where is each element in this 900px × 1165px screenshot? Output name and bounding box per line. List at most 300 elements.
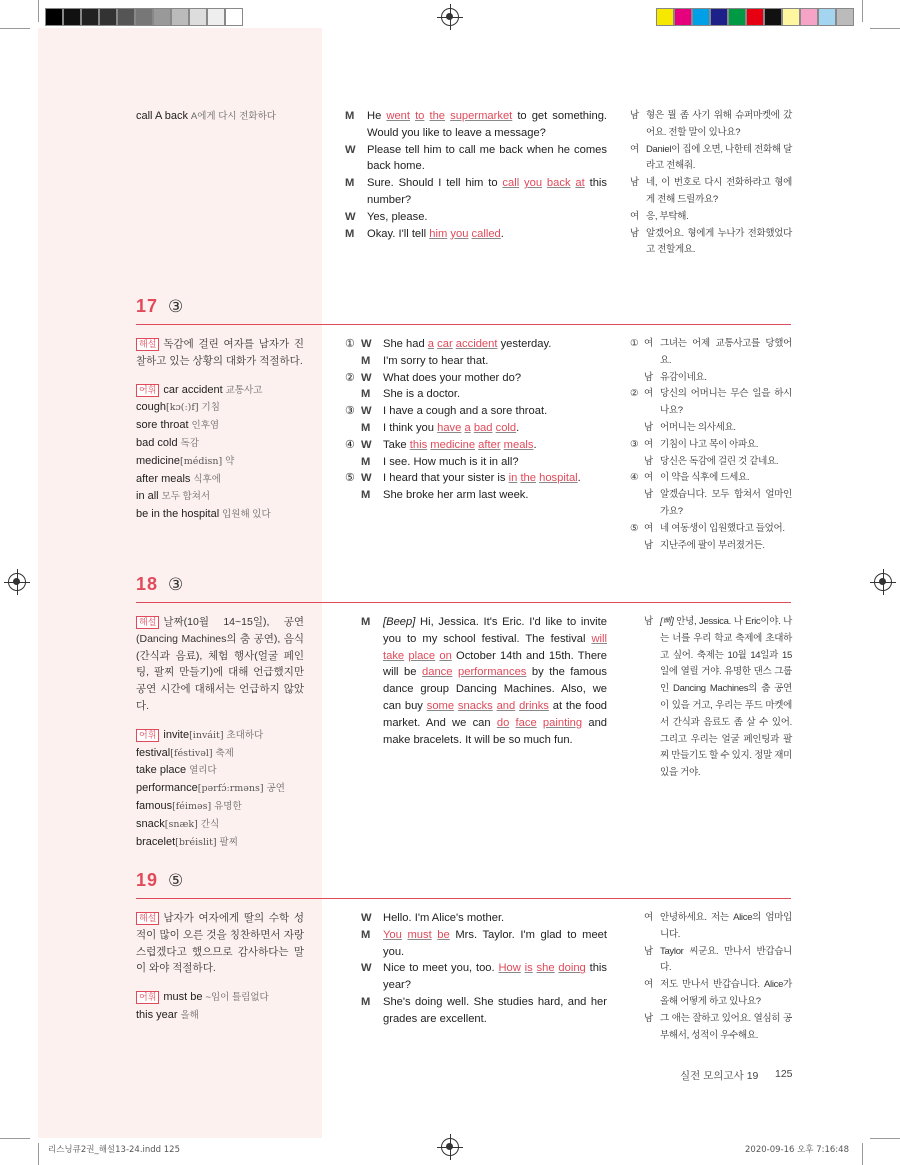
crop-mark	[38, 0, 39, 22]
choice-number: ③	[345, 405, 355, 418]
crop-mark	[870, 1138, 900, 1139]
vocab-item	[136, 453, 304, 471]
dialogue-line	[345, 437, 607, 454]
registration-mark-icon	[441, 8, 459, 26]
gray-calibration-bar	[45, 8, 243, 26]
answer-blank: after	[478, 438, 501, 451]
answer-blank: have	[437, 421, 462, 434]
vocab-en: snack	[136, 817, 165, 830]
text-run: Take	[383, 438, 410, 451]
translation-line	[630, 175, 792, 209]
answer-blank: call	[502, 177, 520, 190]
q18-korean	[630, 614, 792, 782]
text-run: She broke her arm last week.	[383, 489, 529, 502]
text-run: What does your mother do?	[383, 371, 522, 384]
color-swatch	[710, 8, 728, 26]
answer-blank: on	[439, 649, 452, 662]
translation-run: Daniel이 집에 오면, 나한테 전화해 달라고 전해줘.	[646, 143, 792, 172]
choice-number: ①	[345, 338, 355, 350]
vocab-kr: 입원해 있다	[222, 509, 271, 521]
vocab-item	[136, 471, 304, 489]
answer-blank: dance	[422, 666, 453, 679]
divider	[136, 324, 791, 325]
vocab-item	[136, 417, 304, 435]
registration-mark-icon	[874, 573, 892, 591]
answer-mark: ⑤	[168, 871, 185, 890]
choice-number	[345, 454, 361, 471]
vocab-kr: ~임이 틀림없다	[205, 992, 269, 1004]
dialogue-text	[367, 209, 607, 226]
dialogue-text	[383, 386, 607, 403]
vocab-pron: [bréislit]	[175, 836, 217, 848]
vocab-en: medicine	[136, 454, 181, 467]
text-run: October 14th and 15th. There will be	[383, 649, 608, 679]
translation-text	[660, 1011, 792, 1045]
translation-text	[660, 437, 792, 454]
answer-blank: be	[437, 928, 450, 941]
answer-blank: a	[464, 421, 471, 434]
translation-line	[630, 336, 792, 370]
text-run: Yes, please.	[367, 210, 428, 223]
color-swatch	[117, 8, 135, 26]
color-swatch	[674, 8, 692, 26]
speaker-label: 여	[644, 522, 653, 534]
explanation-text: 날짜(10월 14~15일), 공연(Dancing Machines의 춤 공연), 음식(간식과 음료), 체험 행사(얼굴 페인팅, 팔찌 만들기)에 대해 언급했지만 공연 시간에 대해서는 언급하지 않았다.	[136, 616, 304, 712]
translation-run: 그 애는 잘하고 있어요. 열심히 공부해서, 성적이 우수해요.	[660, 1012, 792, 1041]
translation-line	[630, 420, 792, 437]
translation-run: 네 여동생이 입원했다고 들었어.	[660, 522, 785, 534]
translation-run: 저도 만나서 반갑습니다. Alice가 올해 어떻게 하고 있나요?	[660, 979, 792, 1007]
speaker-label: M	[361, 928, 371, 941]
translation-text	[660, 614, 792, 782]
answer-blank: you	[450, 227, 469, 240]
answer-blank: and	[496, 699, 516, 712]
color-swatch	[189, 8, 207, 26]
answer-mark: ③	[168, 297, 185, 316]
translation-line	[630, 470, 792, 487]
vocab-kr: 올해	[180, 1009, 199, 1021]
answer-blank: called	[471, 227, 501, 240]
text-run: yesterday.	[497, 338, 552, 350]
translation-run: 안녕하세요. 저는 Alice의 엄마입니다.	[660, 912, 792, 940]
answer-blank: medicine	[430, 438, 476, 451]
text-run: .	[500, 227, 504, 240]
speaker-label: 여	[644, 912, 653, 923]
vocab-item	[136, 798, 304, 816]
speaker-label: W	[361, 438, 372, 451]
choice-number	[630, 614, 644, 782]
translation-text	[646, 226, 792, 260]
text-run: Please tell him to call me back when he comes back home.	[367, 143, 607, 173]
q18-dialogue	[345, 614, 607, 748]
footer-title: 실전 모의고사 19	[680, 1070, 759, 1082]
translation-line	[630, 487, 792, 521]
vocab-en: performance	[136, 782, 198, 795]
divider	[136, 602, 791, 603]
crop-mark	[862, 1143, 863, 1165]
top-korean	[630, 108, 792, 259]
choice-number	[345, 910, 361, 927]
speaker-label: W	[345, 143, 356, 156]
translation-text	[660, 454, 792, 471]
translation-line	[630, 437, 792, 454]
speaker-label: 여	[644, 438, 653, 450]
translation-text	[646, 142, 792, 176]
text-run: Nice to meet you, too.	[383, 962, 499, 975]
q18-notes	[136, 614, 304, 851]
vocab-en: car accident	[163, 383, 223, 396]
dialogue-text	[383, 927, 607, 961]
speaker-label: 남	[644, 489, 653, 501]
dialogue-text	[383, 336, 607, 353]
text-run: Mrs. Taylor. I'm glad to meet you.	[383, 928, 607, 958]
dialogue-text	[383, 470, 607, 487]
choice-number: ③	[630, 438, 639, 450]
answer-blank: car	[437, 338, 453, 350]
dialogue-text	[367, 226, 607, 243]
vocab-kr: 유명한	[214, 800, 242, 812]
text-run: [Beep]	[383, 616, 416, 628]
choice-number	[630, 454, 644, 471]
speaker-label: W	[361, 405, 372, 418]
vocab-kr: 팔찌	[219, 836, 238, 848]
vocab-kr: 식후에	[193, 473, 221, 485]
text-run: I see. How much is it in all?	[383, 455, 519, 468]
translation-line	[630, 521, 792, 538]
text-run: Hello. I'm Alice's mother.	[383, 912, 505, 924]
color-calibration-bar	[656, 8, 854, 26]
crop-mark	[38, 1143, 39, 1165]
color-swatch	[692, 8, 710, 26]
answer-blank: in	[508, 472, 518, 485]
speaker-label: 남	[644, 371, 653, 383]
speaker-label: 남	[644, 1012, 653, 1024]
answer-blank: you	[524, 177, 543, 190]
text-run: this year?	[383, 962, 607, 992]
dialogue-text	[367, 142, 607, 176]
translation-run: 알겠어요. 형에게 누나가 전화했었다고 전할게요.	[646, 227, 792, 256]
choice-number	[345, 960, 361, 994]
explanation-tag: 해설	[136, 616, 159, 629]
answer-blank: do	[496, 716, 510, 729]
dialogue-text	[383, 454, 607, 471]
text-run: to get something. Would you like to leave a message?	[367, 110, 608, 139]
answer-blank: How	[498, 962, 521, 975]
answer-blank: the	[429, 110, 446, 122]
translation-text	[660, 336, 792, 370]
dialogue-text	[383, 403, 607, 420]
text-run: He	[367, 110, 387, 122]
vocab-en: sore throat	[136, 419, 189, 432]
dialogue-line	[345, 927, 607, 961]
answer-blank: meals	[503, 438, 534, 451]
translation-line	[630, 614, 792, 782]
translation-line	[630, 977, 792, 1011]
text-run: I have a cough and a sore throat.	[383, 405, 548, 418]
translation-run: 알겠습니다. 모두 합쳐서 얼마인가요?	[660, 489, 792, 517]
answer-blank: went	[386, 110, 410, 122]
translation-text	[660, 386, 792, 420]
speaker-label: M	[361, 388, 371, 401]
answer-mark: ③	[168, 575, 185, 594]
speaker-label: 남	[630, 227, 639, 239]
q17-dialogue	[345, 336, 607, 504]
answer-blank: must	[407, 928, 432, 941]
text-run: and make bracelets. It will be so much fun.	[383, 716, 608, 746]
vocab-item	[136, 1007, 304, 1025]
vocab-item	[136, 762, 304, 780]
dialogue-line	[345, 175, 607, 209]
translation-text	[660, 521, 792, 538]
vocab-item	[136, 745, 304, 763]
speaker-label: W	[345, 210, 356, 223]
translation-text	[660, 910, 792, 944]
translation-line	[630, 386, 792, 420]
text-run: I'm sorry to hear that.	[383, 354, 489, 367]
speaker-label: M	[345, 110, 355, 122]
translation-line	[630, 108, 792, 142]
answer-blank: accident	[455, 338, 498, 350]
speaker-label: M	[361, 616, 371, 628]
choice-number	[630, 1011, 644, 1045]
choice-number	[345, 927, 361, 961]
choice-number	[630, 910, 644, 944]
speaker-label: M	[345, 227, 355, 240]
color-swatch	[728, 8, 746, 26]
text-run: I heard that your sister is	[383, 472, 509, 485]
vocab-pron: [féstivəl]	[170, 747, 213, 759]
vocab-item	[136, 506, 304, 524]
color-swatch	[63, 8, 81, 26]
vocab-kr: 교통사고	[225, 384, 263, 396]
translation-text	[646, 209, 792, 226]
answer-blank: bad	[473, 421, 493, 434]
divider	[136, 898, 791, 899]
vocab-item	[136, 834, 304, 852]
translation-run: 그녀는 어제 교통사고를 당했어요.	[660, 338, 792, 366]
dialogue-line	[345, 960, 607, 994]
speaker-label: 남	[630, 177, 639, 189]
answer-blank: this	[409, 438, 428, 451]
speaker-label: M	[361, 489, 371, 502]
color-swatch	[207, 8, 225, 26]
choice-number	[345, 420, 361, 437]
speaker-label: 남	[644, 616, 653, 627]
vocab-en: take place	[136, 764, 187, 777]
vocab-kr: 축제	[215, 747, 234, 759]
translation-run: 당신은 독감에 걸린 것 같네요.	[660, 455, 779, 467]
choice-number	[630, 977, 644, 1011]
vocab-tag: 어휘	[136, 991, 159, 1004]
translation-text	[660, 487, 792, 521]
choice-number: ②	[345, 371, 355, 384]
dialogue-line	[345, 209, 607, 226]
answer-blank: is	[524, 962, 533, 975]
translation-text	[660, 420, 792, 437]
answer-blank: cold	[495, 421, 517, 434]
vocab-item	[136, 989, 304, 1007]
choice-number: ④	[630, 472, 639, 484]
translation-run: 응, 부탁해.	[646, 210, 689, 222]
dialogue-text	[367, 108, 607, 142]
color-swatch	[135, 8, 153, 26]
translation-text	[660, 470, 792, 487]
dialogue-text	[383, 437, 607, 454]
translation-line	[630, 910, 792, 944]
translation-text	[660, 977, 792, 1011]
dialogue-line	[345, 386, 607, 403]
choice-number	[345, 353, 361, 370]
q17-korean	[630, 336, 792, 554]
choice-number	[345, 994, 361, 1028]
dialogue-text	[383, 487, 607, 504]
vocab-en: this year	[136, 1008, 178, 1021]
q19-korean	[630, 910, 792, 1044]
color-swatch	[81, 8, 99, 26]
translation-run: 안녕, Jessica. 나 Eric이야. 나는 너를 우리 학교 축제에 초대하고 싶어. 축제는 10월 14일과 15일에 열릴 거야. 유명한 댄스 그룹인 Dancing Machines의 춤 공연이 있을 거고, 우리는 푸드 마켓에서 간식과 음료도 좀 살 수 있어. 그리고 우리는 얼굴 페인팅과 팔찌 만들기도 할 수 있지. 정말 재미있을 거야.	[660, 616, 792, 779]
crop-mark	[870, 28, 900, 29]
vocab-en: bad cold	[136, 436, 178, 449]
answer-blank: take	[383, 649, 405, 662]
choice-number	[630, 370, 644, 387]
vocab-item	[136, 435, 304, 453]
speaker-label: 여	[644, 979, 653, 991]
choice-number	[630, 420, 644, 437]
translation-line	[630, 538, 792, 555]
choice-number: ①	[630, 338, 639, 349]
vocab-pron: [kɔ(ː)f]	[165, 402, 199, 414]
translation-run: 네, 이 번호로 다시 전화하라고 형에게 전해 드릴까요?	[646, 177, 792, 205]
vocab-item	[136, 727, 304, 745]
color-swatch	[836, 8, 854, 26]
dialogue-text	[367, 175, 607, 209]
vocab-item	[136, 382, 304, 400]
question-18-header	[136, 574, 184, 595]
vocab-tag: 어휘	[136, 729, 159, 742]
speaker-label: M	[361, 354, 371, 367]
vocab-kr: 공연	[266, 783, 285, 795]
answer-blank: to	[415, 110, 425, 122]
question-17-header	[136, 296, 184, 317]
answer-blank: snacks	[457, 699, 493, 712]
registration-mark-icon	[8, 573, 26, 591]
vocab-en: invite	[163, 728, 190, 741]
choice-number	[345, 614, 361, 748]
speaker-label: M	[361, 995, 371, 1008]
translation-line	[630, 142, 792, 176]
dialogue-line	[345, 994, 607, 1028]
translation-text	[646, 175, 792, 209]
vocab-en: must be	[163, 991, 203, 1004]
dialogue-text	[383, 994, 607, 1028]
text-run: by the famous dance group Dancing Machines. Also, we can buy	[383, 666, 607, 712]
explanation-text: 남자가 여자에게 딸의 수학 성적이 많이 오른 것을 칭찬하면서 자랑스럽겠다고 했으므로 감사하다는 말이 와야 적절하다.	[136, 912, 304, 975]
choice-number	[630, 538, 644, 555]
translation-line	[630, 226, 792, 260]
choice-number: ④	[345, 438, 355, 451]
translation-text	[646, 108, 792, 142]
vocab-kr: 초대하다	[226, 729, 264, 741]
speaker-label: 여	[644, 472, 653, 484]
speaker-label: 여	[644, 388, 653, 400]
dialogue-line	[345, 454, 607, 471]
vocab-kr: 인후염	[191, 420, 220, 432]
translation-run: 이 약을 식후에 드세요.	[660, 472, 750, 484]
dialogue-line	[345, 403, 607, 420]
answer-blank: will	[591, 632, 607, 645]
speaker-label: W	[361, 338, 372, 350]
speaker-label: 남	[644, 455, 653, 467]
vocab-item	[136, 780, 304, 798]
vocab-en: be in the hospital	[136, 508, 220, 521]
top-dialogue	[345, 108, 607, 242]
vocab-item	[136, 488, 304, 506]
vocab-pron: [féiməs]	[172, 800, 212, 812]
color-swatch	[99, 8, 117, 26]
color-swatch	[225, 8, 243, 26]
speaker-label: 여	[644, 338, 653, 349]
translation-line	[630, 1011, 792, 1045]
vocab-pron: [pərfɔ́ːrməns]	[197, 783, 264, 795]
vocab-kr: 독감	[180, 437, 199, 449]
vocab-en: in all	[136, 490, 159, 503]
answer-blank: You	[383, 928, 402, 941]
speaker-label: 남	[644, 539, 653, 551]
text-run: She's doing well. She studies hard, and her grades are excellent.	[383, 995, 607, 1025]
speaker-label: W	[361, 962, 372, 975]
text-run: Hi, Jessica. It's Eric. I'd like to invite you to my school festival. The festival	[383, 616, 607, 645]
q19-dialogue	[345, 910, 607, 1028]
answer-blank: at	[575, 177, 585, 190]
crop-mark	[0, 1138, 30, 1139]
color-swatch	[818, 8, 836, 26]
vocab-pron: [snæk]	[164, 818, 198, 830]
speaker-label: 남	[630, 110, 639, 121]
vocab-pron: [médisn]	[180, 455, 223, 467]
dialogue-line	[345, 370, 607, 387]
translation-run: 기침이 나고 목이 아파요.	[660, 438, 759, 450]
speaker-label: W	[361, 371, 372, 384]
color-swatch	[45, 8, 63, 26]
answer-blank: doing	[558, 962, 586, 975]
dialogue-text	[383, 614, 607, 748]
answer-blank: drinks	[519, 699, 549, 712]
dialogue-line	[345, 336, 607, 353]
vocab-kr: 간식	[200, 818, 220, 830]
answer-blank: performances	[458, 666, 527, 679]
text-run: She is a doctor.	[383, 388, 461, 401]
vocab-en: bracelet	[136, 835, 176, 848]
answer-blank: him	[429, 227, 448, 240]
vocab-kr: 기침	[201, 402, 220, 414]
translation-run: 당신의 어머니는 무슨 일을 하시나요?	[660, 388, 792, 417]
q17-notes	[136, 336, 304, 524]
text-run: I think you	[383, 421, 438, 434]
speaker-label: M	[361, 455, 371, 468]
dialogue-line	[345, 226, 607, 243]
text-run: .	[516, 421, 520, 434]
choice-number: ②	[630, 388, 639, 400]
dialogue-line	[345, 353, 607, 370]
vocab-en: cough	[136, 401, 166, 414]
vocab-kr: 모두 합쳐서	[161, 491, 211, 503]
choice-number	[630, 944, 644, 978]
dialogue-text	[383, 370, 607, 387]
color-swatch	[171, 8, 189, 26]
vocab-item	[136, 816, 304, 834]
explanation-tag: 해설	[136, 338, 159, 351]
dialogue-line	[345, 910, 607, 927]
